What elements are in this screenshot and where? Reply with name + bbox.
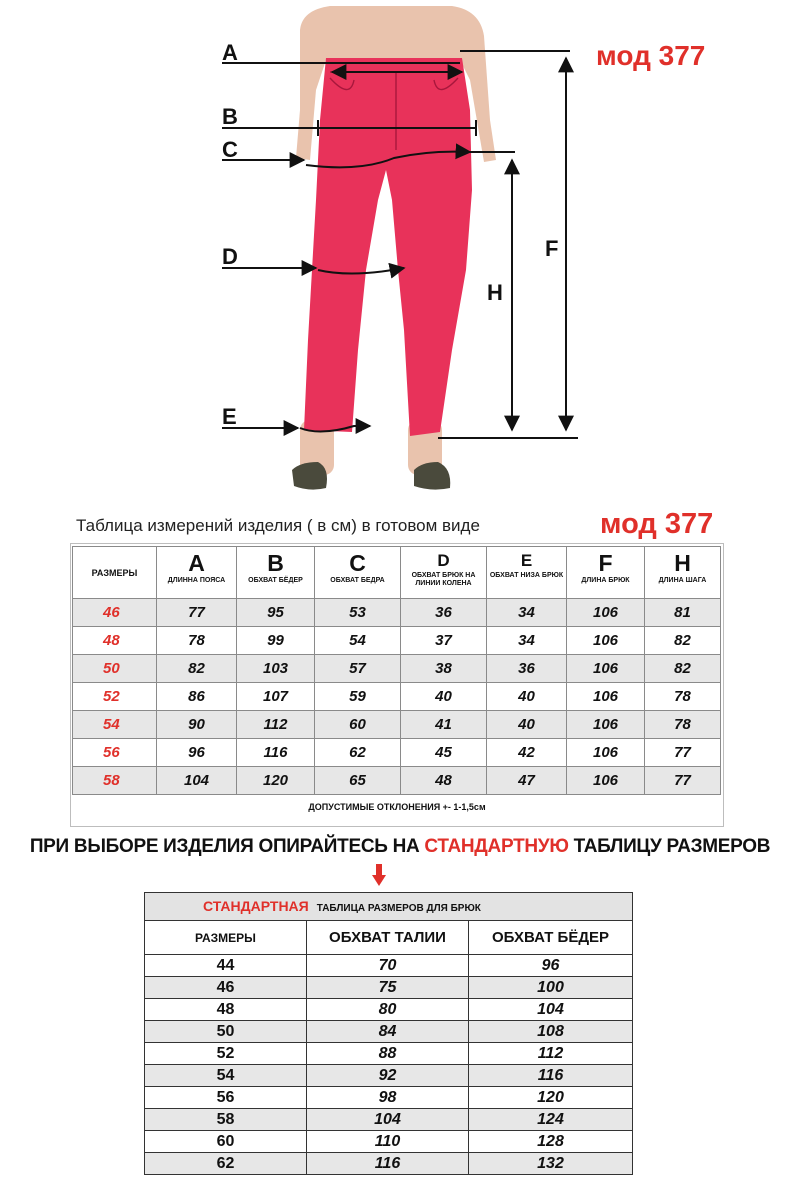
table-cell: 40 bbox=[487, 711, 567, 739]
label-h: H bbox=[487, 280, 503, 305]
table-cell: 57 bbox=[315, 655, 401, 683]
measure-header-row bbox=[73, 547, 721, 599]
measure-caption: Таблица измерений изделия ( в см) в готовом виде bbox=[76, 516, 480, 535]
table-cell: 46 bbox=[145, 977, 307, 999]
table-row bbox=[145, 1065, 633, 1087]
standard-header-hips: ОБХВАТ БЁДЕР bbox=[469, 921, 633, 955]
row-size: 52 bbox=[73, 683, 157, 711]
column-letter: F bbox=[598, 550, 613, 576]
standard-title bbox=[145, 893, 633, 921]
label-d: D bbox=[222, 244, 238, 269]
table-cell: 78 bbox=[157, 627, 237, 655]
down-arrow-icon bbox=[372, 864, 386, 888]
table-cell: 77 bbox=[645, 739, 721, 767]
table-cell: 36 bbox=[401, 599, 487, 627]
table-row bbox=[73, 711, 721, 739]
table-cell: 120 bbox=[469, 1087, 633, 1109]
notice-after: ТАБЛИЦУ РАЗМЕРОВ bbox=[568, 836, 771, 857]
standard-size-table bbox=[144, 892, 633, 1175]
table-cell: 88 bbox=[307, 1043, 469, 1065]
table-cell: 106 bbox=[567, 655, 645, 683]
table-cell: 42 bbox=[487, 739, 567, 767]
label-b: B bbox=[222, 104, 238, 129]
column-header-b bbox=[237, 547, 315, 599]
table-row bbox=[145, 955, 633, 977]
table-cell: 34 bbox=[487, 627, 567, 655]
table-cell: 116 bbox=[469, 1065, 633, 1087]
table-row bbox=[145, 1153, 633, 1175]
table-cell: 104 bbox=[157, 767, 237, 795]
table-cell: 112 bbox=[237, 711, 315, 739]
size-notice bbox=[0, 836, 800, 858]
table-cell: 45 bbox=[401, 739, 487, 767]
column-letter: H bbox=[674, 550, 691, 576]
measurement-table-frame bbox=[70, 543, 724, 827]
table-cell: 106 bbox=[567, 683, 645, 711]
column-label: ОБХВАТ НИЗА БРЮК bbox=[489, 572, 564, 579]
table-cell: 54 bbox=[315, 627, 401, 655]
table-cell: 106 bbox=[567, 739, 645, 767]
notice-before: ПРИ ВЫБОРЕ ИЗДЕЛИЯ ОПИРАЙТЕСЬ НА bbox=[29, 836, 425, 857]
table-cell: 100 bbox=[469, 977, 633, 999]
table-cell: 70 bbox=[307, 955, 469, 977]
column-label: ДЛИННА ПОЯСА bbox=[167, 577, 226, 584]
table-cell: 90 bbox=[157, 711, 237, 739]
table-row bbox=[145, 999, 633, 1021]
row-size: 46 bbox=[73, 599, 157, 627]
table-cell: 124 bbox=[469, 1109, 633, 1131]
column-header-a bbox=[157, 547, 237, 599]
table-row bbox=[145, 1043, 633, 1065]
column-letter: A bbox=[188, 550, 205, 576]
column-header-e bbox=[487, 547, 567, 599]
table-cell: 84 bbox=[307, 1021, 469, 1043]
table-cell: 82 bbox=[645, 627, 721, 655]
row-size: 48 bbox=[73, 627, 157, 655]
label-a: A bbox=[222, 40, 238, 65]
table-row bbox=[73, 599, 721, 627]
table-cell: 60 bbox=[315, 711, 401, 739]
column-letter: D bbox=[437, 551, 450, 570]
table-cell: 92 bbox=[307, 1065, 469, 1087]
column-letter: B bbox=[267, 550, 284, 576]
table-row bbox=[73, 627, 721, 655]
table-cell: 77 bbox=[157, 599, 237, 627]
table-cell: 40 bbox=[401, 683, 487, 711]
column-label: ДЛИНА ШАГА bbox=[658, 577, 707, 584]
table-cell: 106 bbox=[567, 599, 645, 627]
table-cell: 65 bbox=[315, 767, 401, 795]
table-cell: 40 bbox=[487, 683, 567, 711]
table-cell: 99 bbox=[237, 627, 315, 655]
column-label: ОБХВАТ БЁДЕР bbox=[248, 577, 303, 584]
table-cell: 75 bbox=[307, 977, 469, 999]
row-size: 54 bbox=[73, 711, 157, 739]
row-size: 50 bbox=[73, 655, 157, 683]
table-cell: 110 bbox=[307, 1131, 469, 1153]
table-cell: 41 bbox=[401, 711, 487, 739]
figure-model-title: мод 377 bbox=[596, 40, 706, 71]
table-cell: 107 bbox=[237, 683, 315, 711]
table-cell: 37 bbox=[401, 627, 487, 655]
table-row bbox=[145, 1021, 633, 1043]
column-header-h bbox=[645, 547, 721, 599]
table-cell: 106 bbox=[567, 767, 645, 795]
pants-measurement-figure bbox=[0, 0, 800, 500]
table-row bbox=[73, 767, 721, 795]
table-cell: 80 bbox=[307, 999, 469, 1021]
notice-highlight: СТАНДАРТНУЮ bbox=[424, 836, 569, 857]
table-cell: 56 bbox=[145, 1087, 307, 1109]
column-label: ОБХВАТ БЕДРА bbox=[330, 577, 385, 584]
table-cell: 77 bbox=[645, 767, 721, 795]
table-cell: 81 bbox=[645, 599, 721, 627]
tolerance-note: ДОПУСТИМЫЕ ОТКЛОНЕНИЯ +- 1-1,5см bbox=[308, 802, 486, 812]
shoes bbox=[292, 462, 450, 490]
table-cell: 62 bbox=[145, 1153, 307, 1175]
table-cell: 48 bbox=[145, 999, 307, 1021]
table-cell: 36 bbox=[487, 655, 567, 683]
row-size: 56 bbox=[73, 739, 157, 767]
table-cell: 59 bbox=[315, 683, 401, 711]
table-row bbox=[145, 1087, 633, 1109]
table-cell: 120 bbox=[237, 767, 315, 795]
table-row bbox=[145, 977, 633, 999]
column-label: ОБХВАТ БРЮК НА ЛИНИИ КОЛЕНА bbox=[411, 572, 476, 587]
table-row bbox=[145, 1109, 633, 1131]
table-cell: 116 bbox=[237, 739, 315, 767]
column-header-d bbox=[401, 547, 487, 599]
column-letter: C bbox=[349, 550, 366, 576]
standard-title-row bbox=[145, 893, 633, 921]
table-cell: 104 bbox=[469, 999, 633, 1021]
table-cell: 104 bbox=[307, 1109, 469, 1131]
column-header-f bbox=[567, 547, 645, 599]
label-f: F bbox=[545, 236, 559, 261]
pink-pants bbox=[304, 58, 472, 436]
standard-title-rest: ТАБЛИЦА РАЗМЕРОВ ДЛЯ БРЮК bbox=[316, 902, 481, 914]
standard-header-waist: ОБХВАТ ТАЛИИ bbox=[307, 921, 469, 955]
table-cell: 106 bbox=[567, 627, 645, 655]
column-label: ДЛИНА БРЮК bbox=[581, 577, 630, 584]
table-row bbox=[73, 655, 721, 683]
standard-header-row bbox=[145, 921, 633, 955]
standard-header-sizes: РАЗМЕРЫ bbox=[145, 921, 307, 955]
column-letter: E bbox=[520, 551, 533, 570]
row-size: 58 bbox=[73, 767, 157, 795]
table-cell: 53 bbox=[315, 599, 401, 627]
table-cell: 132 bbox=[469, 1153, 633, 1175]
table-cell: 96 bbox=[157, 739, 237, 767]
table-cell: 62 bbox=[315, 739, 401, 767]
table-cell: 50 bbox=[145, 1021, 307, 1043]
table-cell: 116 bbox=[307, 1153, 469, 1175]
table-cell: 108 bbox=[469, 1021, 633, 1043]
table-row bbox=[73, 739, 721, 767]
column-header-c bbox=[315, 547, 401, 599]
table-cell: 82 bbox=[157, 655, 237, 683]
table-cell: 47 bbox=[487, 767, 567, 795]
measure-model-title: мод 377 bbox=[600, 508, 714, 540]
table-cell: 78 bbox=[645, 711, 721, 739]
table-row bbox=[145, 1131, 633, 1153]
table-cell: 78 bbox=[645, 683, 721, 711]
table-cell: 128 bbox=[469, 1131, 633, 1153]
table-cell: 38 bbox=[401, 655, 487, 683]
table-cell: 58 bbox=[145, 1109, 307, 1131]
standard-title-red: СТАНДАРТНАЯ bbox=[203, 897, 309, 914]
table-cell: 60 bbox=[145, 1131, 307, 1153]
measurement-table bbox=[72, 546, 721, 795]
table-row bbox=[73, 683, 721, 711]
table-cell: 95 bbox=[237, 599, 315, 627]
table-cell: 103 bbox=[237, 655, 315, 683]
sizes-header: РАЗМЕРЫ bbox=[73, 547, 157, 599]
table-cell: 112 bbox=[469, 1043, 633, 1065]
table-cell: 86 bbox=[157, 683, 237, 711]
table-cell: 82 bbox=[645, 655, 721, 683]
table-cell: 48 bbox=[401, 767, 487, 795]
label-e: E bbox=[222, 404, 237, 429]
label-c: C bbox=[222, 137, 238, 162]
table-cell: 44 bbox=[145, 955, 307, 977]
table-cell: 98 bbox=[307, 1087, 469, 1109]
table-cell: 96 bbox=[469, 955, 633, 977]
table-cell: 52 bbox=[145, 1043, 307, 1065]
table-cell: 34 bbox=[487, 599, 567, 627]
table-cell: 106 bbox=[567, 711, 645, 739]
table-cell: 54 bbox=[145, 1065, 307, 1087]
